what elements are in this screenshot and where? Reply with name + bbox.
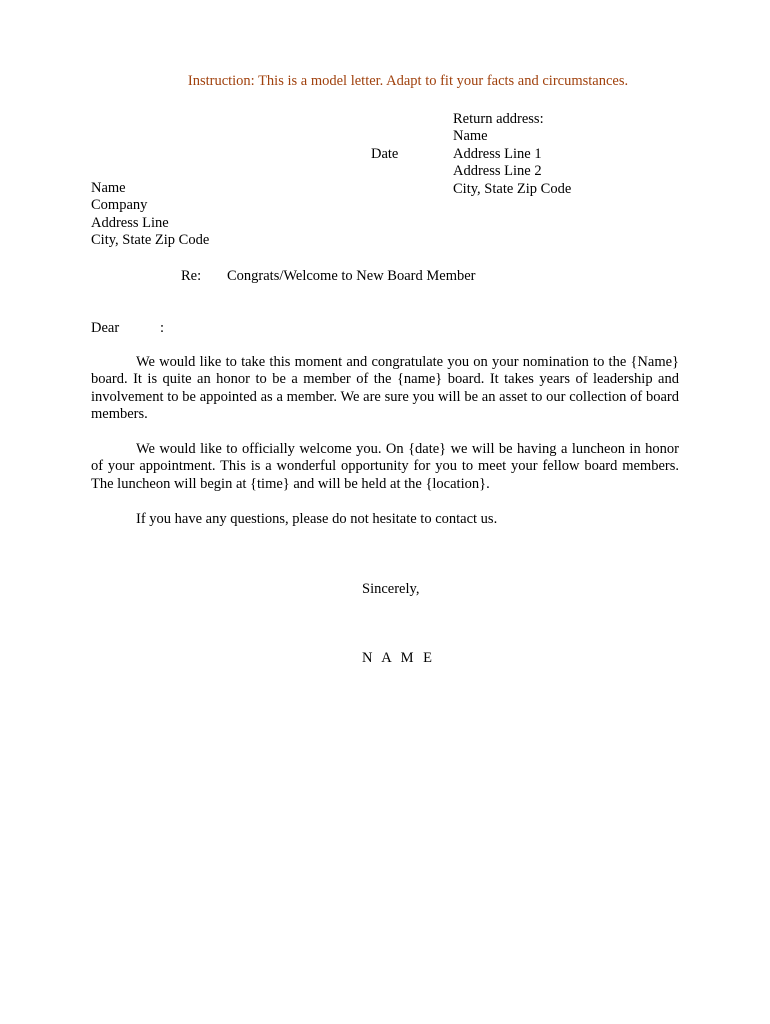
return-address-city-state-zip: City, State Zip Code	[453, 180, 572, 197]
return-address-name: Name	[453, 128, 488, 145]
return-address-block	[453, 111, 571, 198]
recipient-address-line: Address Line	[91, 214, 169, 231]
body-paragraph-welcome-luncheon: We would like to officially welcome you. On {date} we will be having a luncheon in honor of your appointment. This is a wonderful opportunity for you to meet your fellow board members. The luncheon will begin at {time} and will be held at the {location}.	[91, 441, 679, 492]
body-paragraph-contact: If you have any questions, please do not hesitate to contact us.	[136, 511, 498, 527]
salutation: Dear	[91, 320, 120, 336]
return-address-line-2: Address Line 2	[453, 163, 542, 180]
return-address-line-1: Address Line 1	[453, 145, 542, 162]
instruction-note: Instruction: This is a model letter. Adapt to fit your facts and circumstances.	[187, 73, 629, 89]
signature-name: N A M E	[362, 650, 435, 666]
body-paragraph-congratulations: We would like to take this moment and congratulate you on your nomination to the {Name} board. It is quite an honor to be a member of the {name} board. It takes years of leadership and involvement to be appointed as a member. We are sure you will be an asset to our collection of board members.	[91, 354, 679, 423]
recipient-name: Name	[91, 180, 126, 196]
re-subject: Congrats/Welcome to New Board Member	[227, 268, 476, 284]
recipient-company: Company	[91, 197, 148, 214]
date-label: Date	[371, 146, 399, 162]
return-address-heading: Return address:	[453, 111, 544, 127]
closing: Sincerely,	[362, 581, 420, 597]
salutation-colon: :	[160, 320, 165, 336]
recipient-city-state-zip: City, State Zip Code	[91, 232, 210, 249]
re-label: Re:	[181, 268, 202, 284]
recipient-address-block	[91, 180, 209, 250]
